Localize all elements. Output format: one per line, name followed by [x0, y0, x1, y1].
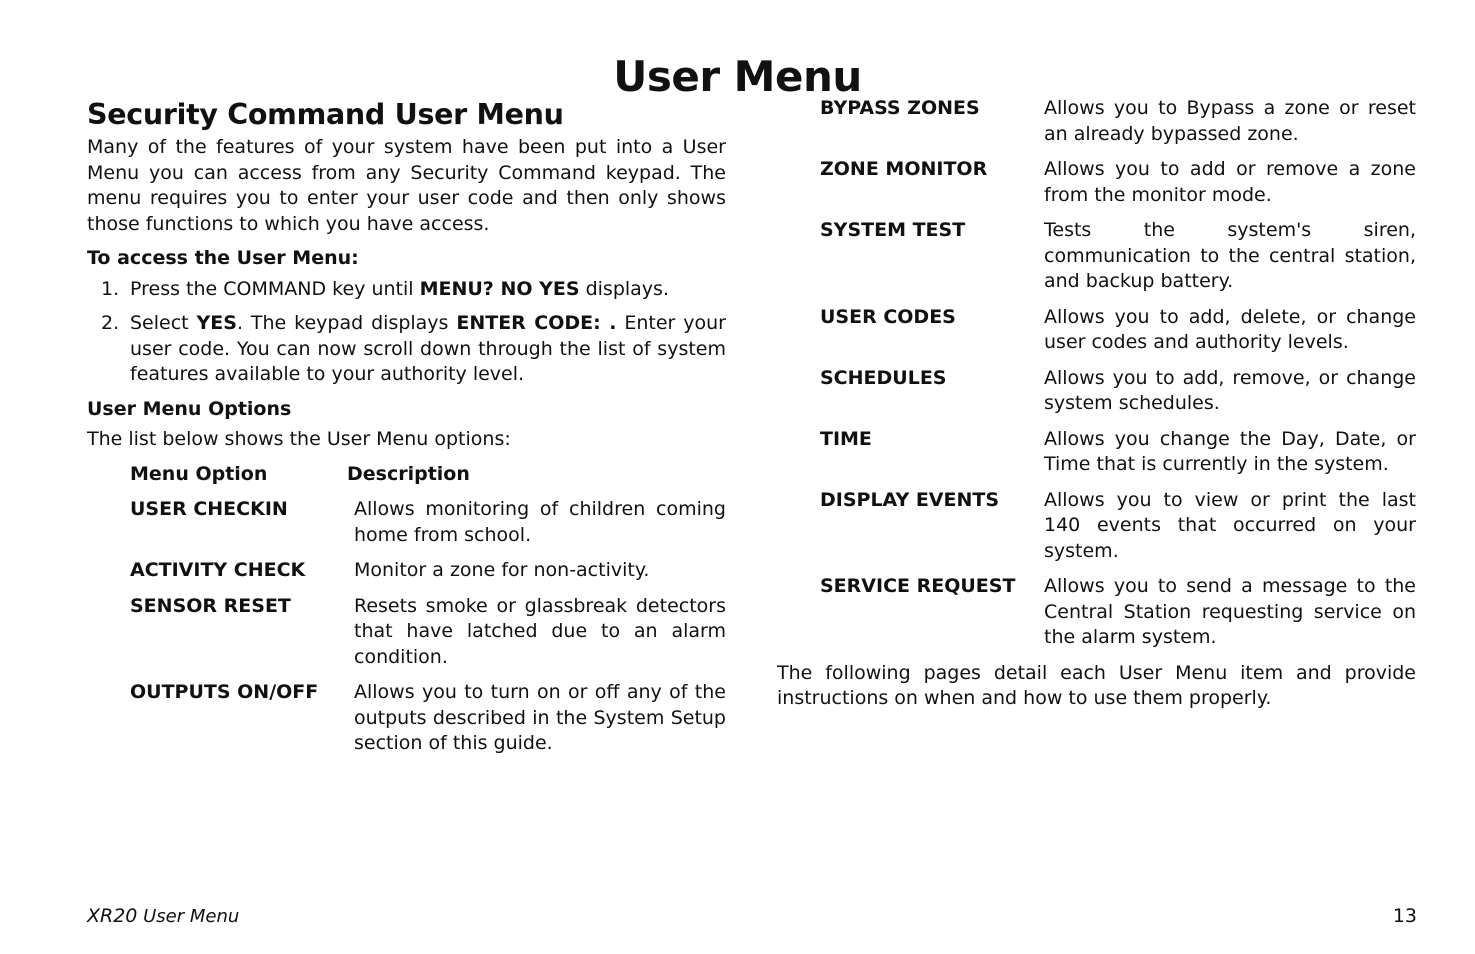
step-keypad-text: YES: [196, 312, 237, 334]
page-number: 13: [1392, 905, 1417, 927]
menu-option-row: [130, 680, 726, 757]
step-text: Press the COMMAND key until: [130, 277, 420, 300]
step-keypad-text: MENU? NO YES: [419, 277, 580, 300]
menu-option-description: Allows you to add, delete, or change user codes and authority levels.: [1044, 305, 1416, 353]
access-heading: To access the User Menu:: [87, 247, 359, 269]
intro-paragraph: Many of the features of your system have been put into a User Menu you can access from any Security Command keypad. The menu requires you to enter your user code and then only shows those functions to which you have access.: [87, 136, 726, 235]
access-steps: [87, 277, 726, 388]
options-list-right: [777, 96, 1416, 651]
column-header-description: Description: [347, 462, 470, 485]
menu-option-name: USER CODES: [820, 305, 956, 328]
step-number: 1.: [101, 277, 120, 300]
menu-option-description: Allows monitoring of children coming home from school.: [354, 498, 726, 546]
menu-option-row: [820, 366, 1416, 417]
menu-option-description: Allows you to send a message to the Central Station requesting service on the alarm system.: [1044, 575, 1416, 648]
menu-option-description: Resets smoke or glassbreak detectors that have latched due to an alarm condition.: [354, 594, 726, 668]
options-intro: The list below shows the User Menu options:: [87, 428, 511, 450]
menu-option-name: DISPLAY EVENTS: [820, 488, 1000, 511]
menu-option-name: ACTIVITY CHECK: [130, 559, 306, 581]
footer-label: User Menu: [137, 906, 240, 927]
menu-option-name: ZONE MONITOR: [820, 158, 988, 180]
step-item: [87, 277, 726, 303]
footer-title: [87, 904, 239, 929]
step-text: displays.: [579, 277, 669, 300]
menu-option-description: Allows you to view or print the last 140 events that occurred on your system.: [1044, 488, 1416, 562]
menu-option-name: USER CHECKIN: [130, 498, 288, 520]
menu-option-row: [130, 497, 726, 548]
closing-paragraph: The following pages detail each User Menu item and provide instructions on when and how to use them properly.: [777, 661, 1416, 709]
menu-option-description: Tests the system's siren, communication to the central station, and backup battery.: [1044, 219, 1416, 292]
menu-option-description: Allows you to add, remove, or change system schedules.: [1044, 366, 1416, 414]
menu-option-row: [820, 574, 1416, 651]
menu-option-row: [820, 157, 1416, 208]
step-keypad-text: ENTER CODE: .: [456, 312, 617, 334]
menu-option-description: Allows you to Bypass a zone or reset an already bypassed zone.: [1044, 97, 1416, 145]
menu-option-description: Allows you change the Day, Date, or Time that is currently in the system.: [1044, 427, 1416, 475]
menu-option-name: OUTPUTS ON/OFF: [130, 681, 319, 703]
options-list-left: [87, 497, 726, 757]
step-text: Select: [130, 312, 197, 334]
menu-option-name: TIME: [820, 427, 872, 450]
menu-option-description: Allows you to turn on or off any of the outputs described in the System Setup section of this guide.: [354, 681, 726, 754]
right-column: [777, 96, 1416, 712]
menu-option-name: BYPASS ZONES: [820, 97, 980, 119]
section-heading: Security Command User Menu: [87, 98, 564, 131]
menu-option-name: SCHEDULES: [820, 366, 947, 389]
options-table-header: [130, 462, 726, 488]
menu-option-name: SERVICE REQUEST: [820, 575, 1016, 597]
menu-option-name: SENSOR RESET: [130, 594, 291, 617]
menu-option-row: [820, 305, 1416, 356]
step-number: 2.: [101, 312, 120, 334]
page-title: User Menu: [613, 52, 862, 101]
menu-option-row: [130, 558, 726, 584]
menu-option-description: Allows you to add or remove a zone from the monitor mode.: [1044, 158, 1416, 206]
menu-option-description: Monitor a zone for non-activity.: [354, 559, 650, 581]
left-column: [87, 96, 726, 767]
step-text: Enter your user code. You can now scroll down through the list of system features available to your authority level.: [130, 312, 726, 385]
column-header-option: Menu Option: [130, 462, 268, 485]
step-item: [87, 311, 726, 388]
menu-option-row: [130, 594, 726, 671]
menu-option-name: SYSTEM TEST: [820, 219, 966, 241]
menu-option-row: [820, 427, 1416, 478]
menu-option-row: [820, 218, 1416, 295]
footer-model: XR20: [87, 905, 138, 927]
menu-option-row: [820, 488, 1416, 565]
options-heading: User Menu Options: [87, 397, 292, 420]
step-text: . The keypad displays: [236, 312, 457, 334]
menu-option-row: [820, 96, 1416, 147]
